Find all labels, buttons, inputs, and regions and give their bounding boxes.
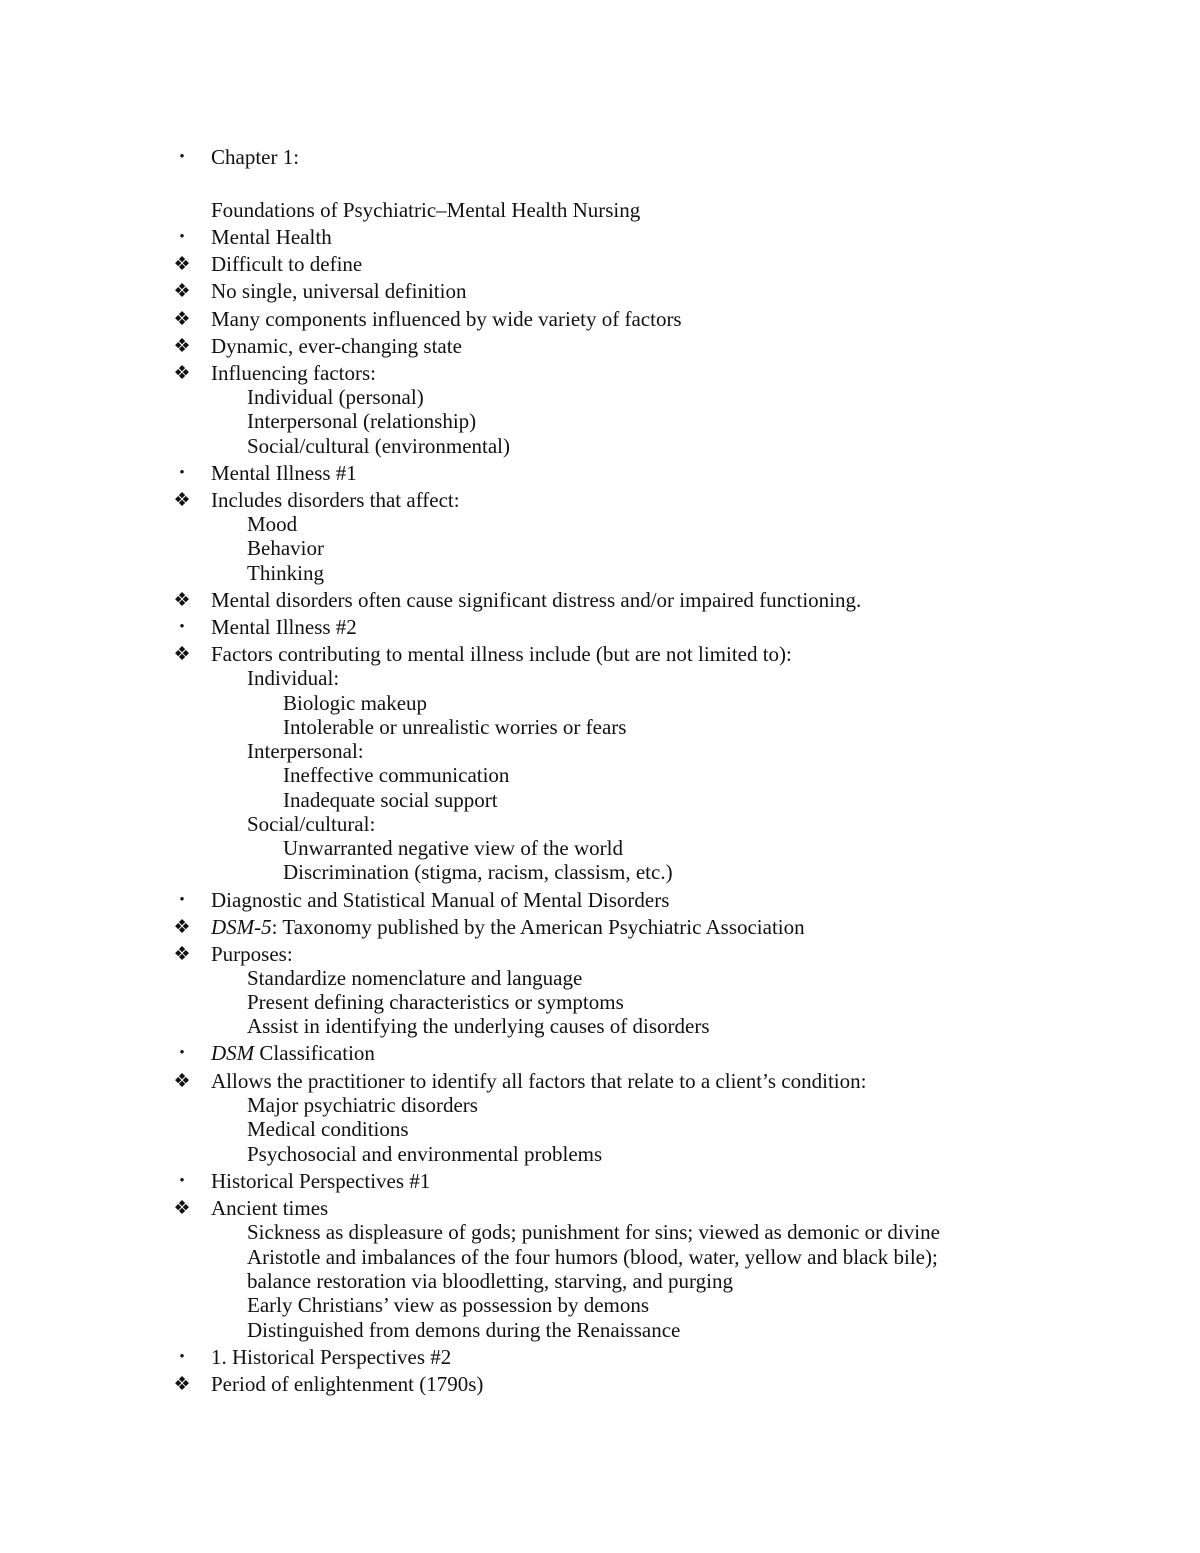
line-text: Individual: bbox=[247, 666, 340, 690]
bullet-diamond-icon: ❖ bbox=[173, 281, 191, 302]
bullet-dot-icon: • bbox=[179, 619, 185, 635]
bullet-diamond-icon: ❖ bbox=[173, 309, 191, 330]
bullet-diamond-icon: ❖ bbox=[173, 363, 191, 384]
line-text: Biologic makeup bbox=[283, 691, 428, 715]
line-text: Influencing factors: bbox=[211, 361, 377, 385]
bullet-diamond-icon: ❖ bbox=[173, 644, 191, 665]
line-text-rest: : Taxonomy published by the American Psychiatric Association bbox=[271, 915, 805, 939]
bullet-diamond-icon: ❖ bbox=[173, 1374, 191, 1395]
italic-term: DSM-5 bbox=[211, 915, 272, 939]
bullet-dot-icon: • bbox=[179, 229, 185, 245]
bullet-dot-icon: • bbox=[179, 1045, 185, 1061]
line-text: Diagnostic and Statistical Manual of Mental Disorders bbox=[211, 888, 670, 912]
line-text: Mood bbox=[247, 512, 298, 536]
line-text: Allows the practitioner to identify all factors that relate to a client’s condition: bbox=[211, 1069, 867, 1093]
line-text: Distinguished from demons during the Renaissance bbox=[247, 1318, 681, 1342]
italic-term: DSM bbox=[211, 1041, 255, 1065]
line-text: Discrimination (stigma, racism, classism, etc.) bbox=[283, 860, 673, 884]
line-text: Factors contributing to mental illness include (but are not limited to): bbox=[211, 642, 792, 666]
line-text: Includes disorders that affect: bbox=[211, 488, 460, 512]
bullet-dot-icon: • bbox=[179, 892, 185, 908]
bullet-dot-icon: • bbox=[179, 465, 185, 481]
bullet-dot-icon: • bbox=[179, 1349, 185, 1365]
line-text: Interpersonal: bbox=[247, 739, 364, 763]
bullet-diamond-icon: ❖ bbox=[173, 944, 191, 965]
line-text: Inadequate social support bbox=[283, 788, 498, 812]
line-text: Dynamic, ever-changing state bbox=[211, 334, 462, 358]
line-text: Social/cultural: bbox=[247, 812, 376, 836]
line-text: Aristotle and imbalances of the four humors (blood, water, yellow and black bile); bbox=[247, 1245, 938, 1269]
bullet-diamond-icon: ❖ bbox=[173, 590, 191, 611]
bullet-diamond-icon: ❖ bbox=[173, 490, 191, 511]
line-text: Many components influenced by wide variety of factors bbox=[211, 307, 682, 331]
line-text: Ineffective communication bbox=[283, 763, 510, 787]
line-text: Historical Perspectives #1 bbox=[211, 1169, 431, 1193]
line-text: Ancient times bbox=[211, 1196, 329, 1220]
line-text: No single, universal definition bbox=[211, 279, 467, 303]
line-text: Thinking bbox=[247, 561, 324, 585]
line-text bbox=[211, 915, 805, 940]
line-text: Medical conditions bbox=[247, 1117, 409, 1141]
line-text: Unwarranted negative view of the world bbox=[283, 836, 623, 860]
line-text: Difficult to define bbox=[211, 252, 363, 276]
line-text: Individual (personal) bbox=[247, 385, 424, 409]
line-text: Mental Illness #1 bbox=[211, 461, 357, 485]
line-text bbox=[211, 1041, 375, 1066]
line-text: Intolerable or unrealistic worries or fears bbox=[283, 715, 627, 739]
line-text: 1. Historical Perspectives #2 bbox=[211, 1345, 452, 1369]
line-text: Mental disorders often cause significant distress and/or impaired functioning. bbox=[211, 588, 862, 612]
line-text: Standardize nomenclature and language bbox=[247, 966, 583, 990]
line-text: Behavior bbox=[247, 536, 324, 560]
bullet-dot-icon: • bbox=[179, 149, 185, 165]
bullet-diamond-icon: ❖ bbox=[173, 917, 191, 938]
line-text: Social/cultural (environmental) bbox=[247, 434, 510, 458]
line-text: balance restoration via bloodletting, starving, and purging bbox=[247, 1269, 733, 1293]
line-text: Assist in identifying the underlying causes of disorders bbox=[247, 1014, 710, 1038]
line-text-rest: Classification bbox=[254, 1041, 375, 1065]
line-text: Interpersonal (relationship) bbox=[247, 409, 477, 433]
bullet-diamond-icon: ❖ bbox=[173, 1198, 191, 1219]
bullet-diamond-icon: ❖ bbox=[173, 254, 191, 275]
bullet-diamond-icon: ❖ bbox=[173, 1071, 191, 1092]
line-text: Period of enlightenment (1790s) bbox=[211, 1372, 484, 1396]
line-text: Early Christians’ view as possession by demons bbox=[247, 1293, 650, 1317]
line-text: Chapter 1: bbox=[211, 145, 300, 169]
line-text: Mental Illness #2 bbox=[211, 615, 357, 639]
line-text: Purposes: bbox=[211, 942, 293, 966]
line-text: Foundations of Psychiatric–Mental Health Nursing bbox=[211, 198, 641, 222]
bullet-dot-icon: • bbox=[179, 1173, 185, 1189]
line-text: Present defining characteristics or symptoms bbox=[247, 990, 624, 1014]
bullet-diamond-icon: ❖ bbox=[173, 336, 191, 357]
line-text: Major psychiatric disorders bbox=[247, 1093, 478, 1117]
line-text: Sickness as displeasure of gods; punishment for sins; viewed as demonic or divine bbox=[247, 1220, 940, 1244]
line-text: Mental Health bbox=[211, 225, 332, 249]
line-text: Psychosocial and environmental problems bbox=[247, 1142, 603, 1166]
